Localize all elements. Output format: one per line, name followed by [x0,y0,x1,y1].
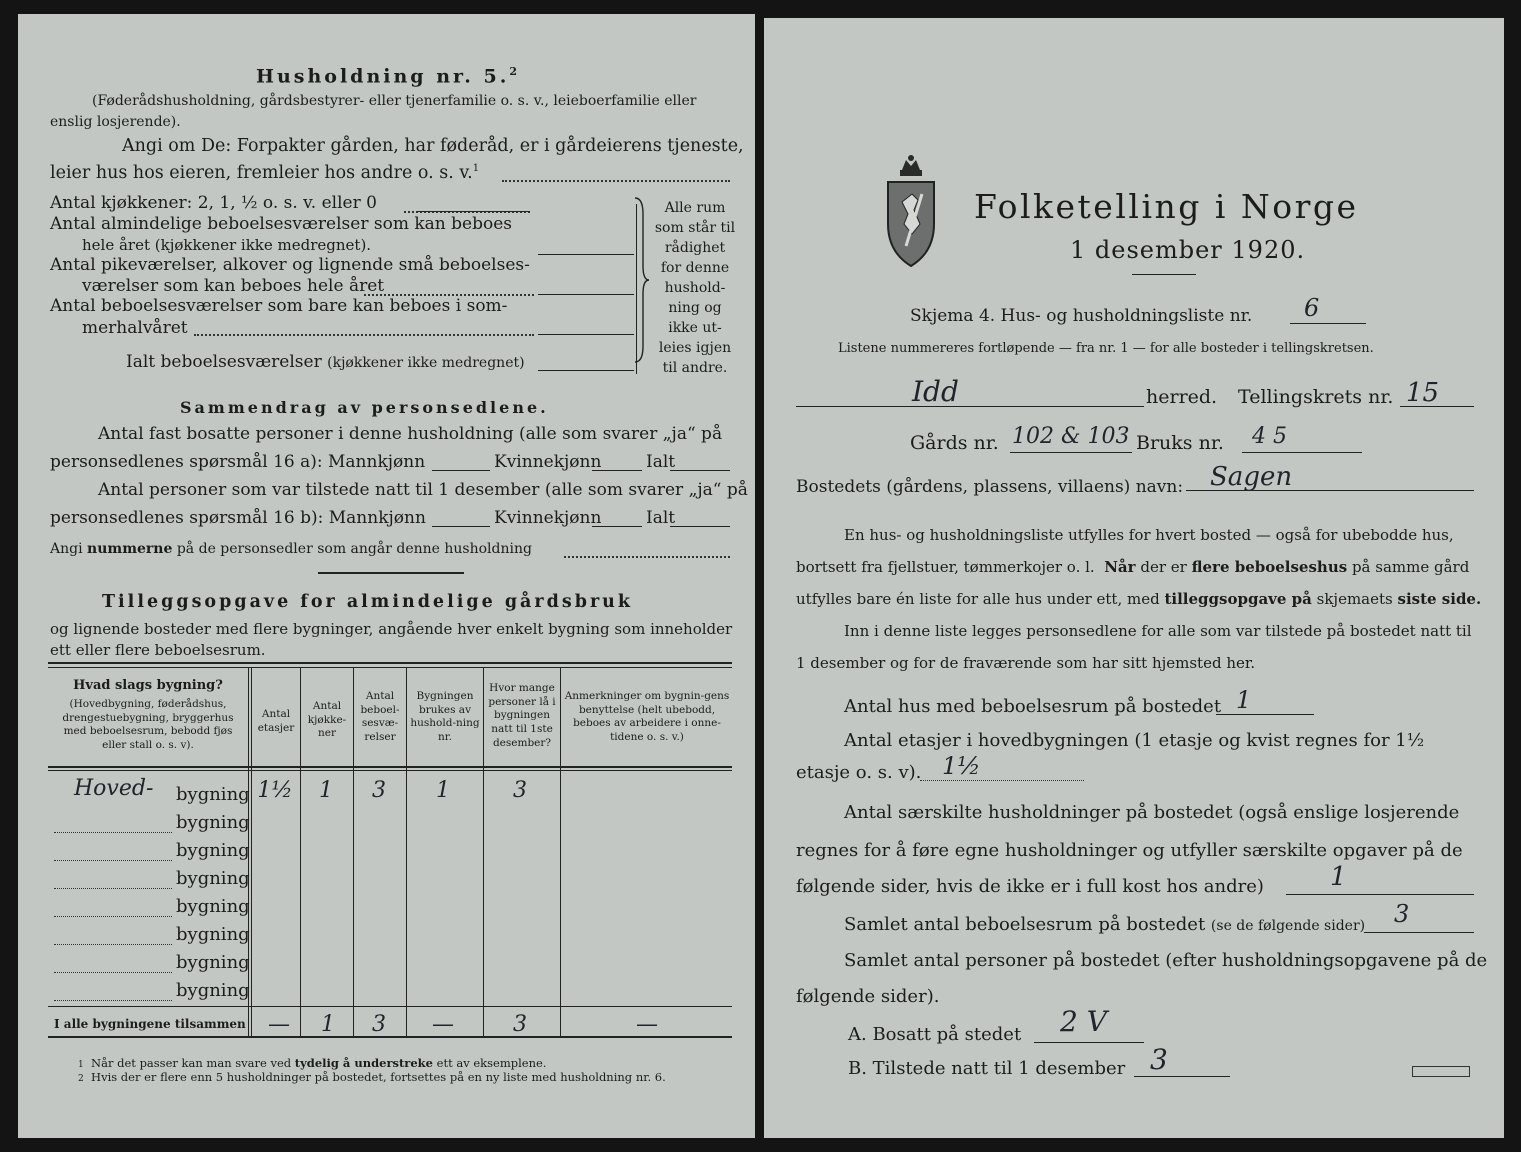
row-dots [54,916,172,917]
households-label: Antal særskilte husholdninger på bostedet (også enslige losjerende [844,802,1460,823]
resident-persons-label-cont: personsedlenes spørsmål 16 a): Mannkjønn [50,452,426,472]
maid-rooms-label-cont: værelser som kan beboes hele året [82,276,385,296]
rooms-total-label: Samlet antal beboelsesrum på bostedet (se de følgende sider) [844,914,1366,935]
present-total-line [670,526,730,527]
bruks-label: Bruks nr. [1136,432,1224,454]
tenancy-question: Angi om De: Forpakter gården, har føderåd, er i gårdeierens tjeneste, [122,136,744,156]
bosted-label: Bostedets (gårdens, plassens, villaens) navn: [796,477,1184,497]
building-row-label: bygning [176,868,250,889]
table-header-rule-2 [48,770,732,771]
supplement-subheading: og lignende bosteder med flere bygninger, angående hver enkelt bygning som inneholder [50,620,733,638]
form-label: Skjema 4. Hus- og husholdningsliste nr. [910,306,1253,326]
maid-rooms-label: Antal pikeværelser, alkover og lignende små beboelses- [50,255,530,275]
floors-label-cont: etasje o. s. v). [796,762,922,783]
supplement-subheading-cont: ett eller flere beboelsesrum. [50,641,266,659]
persons-total-label-cont: følgende sider). [796,986,940,1007]
building-row-label: bygning [176,812,250,833]
col-rule [406,668,407,1036]
bosted-value: Sagen [1210,462,1293,492]
row1-persons: 3 [513,778,527,803]
household-subtitle-cont: enslig losjerende). [50,114,181,130]
summer-rooms-dots [194,334,534,336]
row-dots [54,1000,172,1001]
total-kitchens: 1 [321,1012,335,1037]
supplement-heading: Tilleggsopgave for almindelige gårdsbruk [102,592,634,612]
instruction-2: bortsett fra fjellstuer, tømmerkojer o. l. Når der er flere beboelseshus på samme gård [796,558,1470,576]
title-divider [1132,274,1196,275]
instruction-5: 1 desember og for de fraværende som har sitt hjemsted her. [796,654,1256,672]
houses-count-value: 1 [1236,686,1252,714]
maid-rooms-answer-line [538,294,634,295]
col-rule [483,668,484,1036]
ordinary-rooms-label-cont: hele året (kjøkkener ikke medregnet). [82,236,372,254]
header-rooms: Antal beboel-sesvæ-relser [360,690,400,743]
gards-label: Gårds nr. [910,432,999,454]
household-subtitle: (Føderådshusholdning, gårdsbestyrer- eller tjenerfamilie o. s. v., leieboerfamilie eller [92,93,697,109]
building-row-label: bygning [176,840,250,861]
total-rooms: 3 [372,1012,386,1037]
row-dots [54,860,172,861]
households-label-cont-2: følgende sider, hvis de ikke er i full kost hos andre) [796,876,1264,897]
building-row-label: bygning [176,896,250,917]
resident-total-line [670,470,730,471]
header-floors: Antal etasjer [257,708,295,734]
col-rule [353,668,354,1036]
table-total-rule [48,1006,732,1007]
header-household: Bygningen brukes av hushold-ning nr. [410,690,480,743]
footnote-2: 2 Hvis der er flere enn 5 husholdninger på bostedet, fortsettes på en ny liste med husholdning nr. 6. [78,1070,666,1084]
bruks-line [1242,452,1362,453]
row1-floors: 1½ [257,778,293,803]
persons-total-label: Samlet antal personer på bostedet (efter husholdningsopgavene på de [844,950,1488,971]
census-date: 1 desember 1920. [1070,236,1306,264]
summer-rooms-label-cont: merhalvåret [82,318,188,338]
summer-rooms-label: Antal beboelsesværelser som bare kan beboes i som- [50,296,508,316]
total-floors: — [268,1012,290,1037]
tenancy-answer-line [502,180,730,182]
census-title: Folketelling i Norge [974,187,1359,226]
floors-line [920,780,1084,781]
instruction-3: utfylles bare én liste for alle hus under ett, med tilleggsopgave på skjemaets siste side. [796,590,1482,608]
right-page [764,18,1504,1138]
header-persons: Hvor mange personer lå i bygningen natt til 1ste desember? [488,682,556,749]
row1-kitchens: 1 [319,778,333,803]
row-dots [54,944,172,945]
bracket-note: Alle rum som står til rådighet for denne hushold- ning og ikke ut- leies igjen til andre. [654,200,736,376]
houses-count-label: Antal hus med beboelsesrum på bostedet [844,696,1222,717]
row-dots [54,832,172,833]
instruction-1: En hus- og husholdningsliste utfylles for hvert bosted — også for ubebodde hus, [844,526,1454,544]
total-remarks: — [636,1012,658,1037]
floors-label: Antal etasjer i hovedbygningen (1 etasje og kvist regnes for 1½ [844,730,1425,751]
resident-female-line [592,470,642,471]
total-rooms-answer-line [538,370,634,371]
krets-label: Tellingskrets nr. [1238,386,1394,408]
person-numbers-line [564,556,730,558]
numbering-note: Listene nummereres fortløpende — fra nr. 1 — for alle bosteder i tellingskretsen. [838,341,1374,356]
resident-female-label: Kvinnekjønn [494,452,602,472]
herred-label: herred. [1146,386,1218,408]
resident-persons-label: Antal fast bosatte personer i denne husholdning (alle som svarer „ja“ på [98,424,723,444]
present-total-label: Ialt [646,508,676,528]
form-number-line [1290,323,1366,324]
footnote-1: 1 Når det passer kan man svare ved tydelig å understreke ett av eksemplene. [78,1056,547,1070]
present-female-label: Kvinnekjønn [494,508,602,528]
instruction-4: Inn i denne liste legges personsedlene for alle som var tilstede på bostedet natt til [844,622,1472,640]
table-top-rule [48,662,732,664]
houses-count-line [1216,714,1314,715]
households-label-cont: regnes for å føre egne husholdninger og utfyller særskilte opgaver på de [796,840,1463,861]
present-persons-label: Antal personer som var tilstede natt til 1 desember (alle som svarer „ja“ på [98,480,748,500]
table-total-label: I alle bygningene tilsammen [54,1017,246,1031]
total-persons: 3 [513,1012,527,1037]
col-rule [251,668,252,1036]
resident-value: 2 V [1060,1005,1107,1038]
row1-rooms: 3 [372,778,386,803]
present-value: 3 [1150,1043,1168,1076]
row1-building-name: Hoved- [74,776,154,801]
herred-value: Idd [912,375,959,408]
total-rooms-label: Ialt beboelsesværelser (kjøkkener ikke medregnet) [126,352,525,372]
summer-rooms-answer-line [538,334,634,335]
gards-line [1010,452,1132,453]
norway-coat-of-arms-icon [882,154,940,268]
col-rule [560,668,561,1036]
row-dots [54,888,172,889]
form-number: 6 [1304,294,1320,322]
summary-heading: Sammendrag av personsedlene. [180,398,549,417]
section-divider [318,572,464,574]
gards-value: 102 & 103 [1012,424,1130,449]
households-value: 1 [1330,862,1347,892]
resident-label: A. Bosatt på stedet [848,1024,1022,1045]
ordinary-rooms-label: Antal almindelige beboelsesværelser som kan beboes [50,214,512,234]
ordinary-rooms-answer-line [538,254,634,255]
household-title: Husholdning nr. 5.$^2$ [256,65,520,88]
resident-male-line [432,470,490,471]
resident-total-label: Ialt [646,452,676,472]
left-page [18,14,755,1138]
present-line [1134,1076,1230,1077]
person-numbers-label: Angi nummerne på de personsedler som angår denne husholdning [50,541,532,557]
kitchens-label: Antal kjøkkener: 2, 1, ½ o. s. v. eller 0 [50,193,377,213]
building-row-label: bygning [176,952,250,973]
households-line [1286,894,1474,895]
resident-line [1034,1042,1144,1043]
present-persons-label-cont: personsedlenes spørsmål 16 b): Mannkjønn [50,508,426,528]
printer-stamp [1412,1066,1470,1077]
rooms-total-line [1364,932,1474,933]
herred-line [796,406,1144,407]
building-row-label: bygning [176,924,250,945]
table-top-rule-2 [48,667,732,668]
row-dots [54,972,172,973]
floors-value: 1½ [942,752,981,780]
col-rule [300,668,301,1036]
kitchens-answer-line [418,211,530,212]
krets-value: 15 [1406,378,1440,408]
row1-household: 1 [436,778,450,803]
present-male-line [432,526,490,527]
building-row-label: bygning [176,980,250,1001]
bruks-value: 4 5 [1252,424,1287,449]
curly-brace [631,196,651,364]
present-female-line [592,526,642,527]
header-kitchens: Antal kjøkke-ner [307,700,347,740]
present-label: B. Tilstede natt til 1 desember [848,1058,1126,1079]
total-household: — [432,1012,454,1037]
header-building-type: Hvad slags bygning? (Hovedbygning, føderådshus, drengestuebygning, bryggerhus med beboelsesrum, bebodd fjøs eller stall o. s. v). [62,678,234,751]
tenancy-question-cont: leier hus hos eieren, fremleier hos andre o. s. v.$^1$ [50,162,480,183]
header-remarks: Anmerkninger om bygnin-gens benyttelse (helt ubebodd, beboes av arbeidere i onne-tidene o. s. v.) [564,690,730,743]
building-row-label: bygning [176,784,250,805]
table-header-rule [48,766,732,768]
rooms-total-value: 3 [1394,900,1410,928]
